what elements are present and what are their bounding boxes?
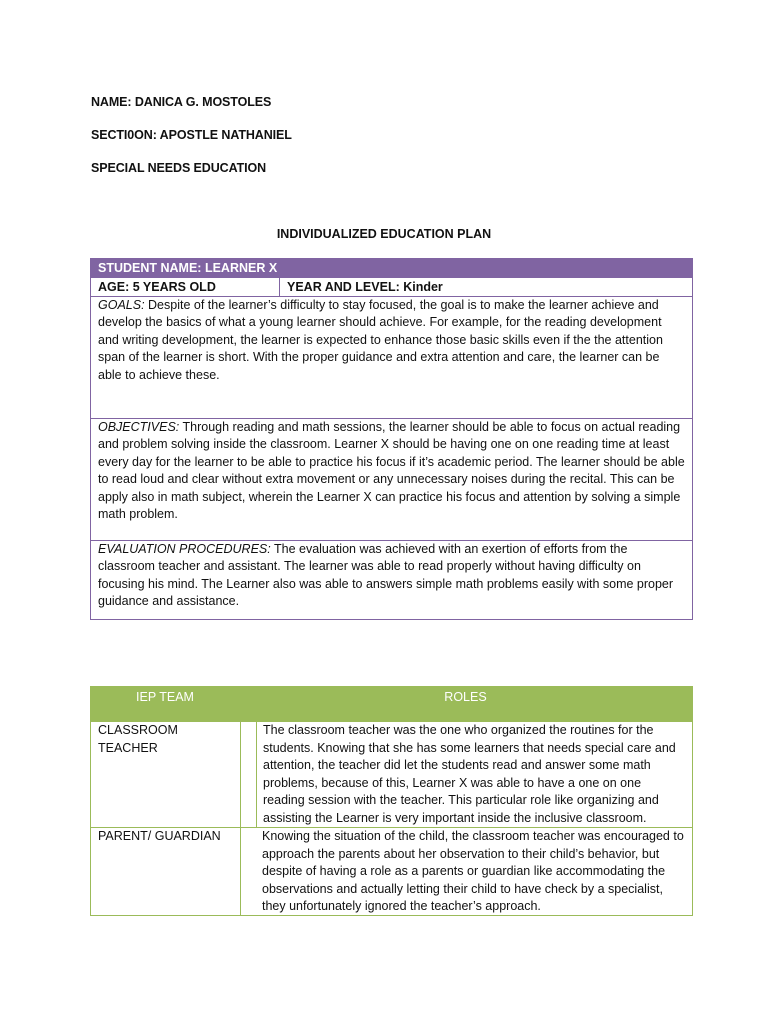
age-cell: AGE: 5 YEARS OLD (91, 278, 280, 296)
section-heading: SECTI0ON: APOSTLE NATHANIEL (91, 128, 292, 142)
objectives-section (91, 419, 692, 541)
student-name-banner: STUDENT NAME: LEARNER X (91, 259, 692, 278)
iep-team-column-header: IEP TEAM (136, 690, 194, 704)
age-level-row (91, 278, 692, 297)
evaluation-section (91, 541, 692, 619)
team-member: PARENT/ GUARDIAN (91, 828, 241, 915)
course-heading: SPECIAL NEEDS EDUCATION (91, 161, 267, 175)
iep-team-table (90, 686, 693, 916)
team-member: CLASSROOM TEACHER (91, 722, 241, 827)
goals-label: GOALS: (98, 298, 145, 312)
goals-text: Despite of the learner’s difficulty to stay focused, the goal is to make the learner achieve and develop the basics of what a young learner should achieve. For example, for the reading development and writing development, the learner is expected to enhance those basic skills even if the the attention span of the learner is short. With the proper guidance and extra attention and care, the learner can be able to achieve these. (98, 298, 663, 382)
evaluation-text: The evaluation was achieved with an exertion of efforts from the classroom teacher and assistant. The learner was able to read properly without having difficulty on focusing his mind. The Learner also was able to answers simple math problems easily with some proper guidance and assistance. (98, 542, 674, 609)
roles-column-header: ROLES (444, 690, 487, 704)
table-row (91, 827, 692, 915)
team-table-header (91, 687, 692, 721)
goals-section (91, 297, 692, 419)
document-title: INDIVIDUALIZED EDUCATION PLAN (276, 227, 492, 241)
student-name-heading: NAME: DANICA G. MOSTOLES (91, 95, 272, 109)
evaluation-label: EVALUATION PROCEDURES: (98, 542, 271, 556)
objectives-text: Through reading and math sessions, the learner should be able to focus on actual reading and problem solving inside the classroom. Learner X should be having one on one reading time at least every day for the learner to be able to practice his focus if it’s academic period. The learner should be able to read loud and clear without extra movement or any unnecessary noises during the recital. This can be apply also in math subject, wherein the Learner X can practice his focus and attention by solving a simple math problem. (98, 420, 685, 522)
education-plan-table (90, 258, 693, 620)
objectives-label: OBJECTIVES: (98, 420, 180, 434)
table-row (91, 721, 692, 827)
member-role: The classroom teacher was the one who organized the routines for the students. Knowing that she has some learners that needs special care and attention, the teacher did let the students read and answer some math problems, because of this, Learner X was able to have a one on one reading session with the teacher. This particular role like organizing and assisting the Learner is very important inside the inclusive classroom. (263, 723, 676, 825)
year-level-cell: YEAR AND LEVEL: Kinder (287, 280, 443, 294)
member-role: Knowing the situation of the child, the classroom teacher was encouraged to approach the parents about her observation to their child’s behavior, but despite of having a role as a parents or guardian like accommodating the observations and actually letting their child to have check by a specialist, they unfortunately ignored the teacher’s approach. (262, 829, 684, 913)
